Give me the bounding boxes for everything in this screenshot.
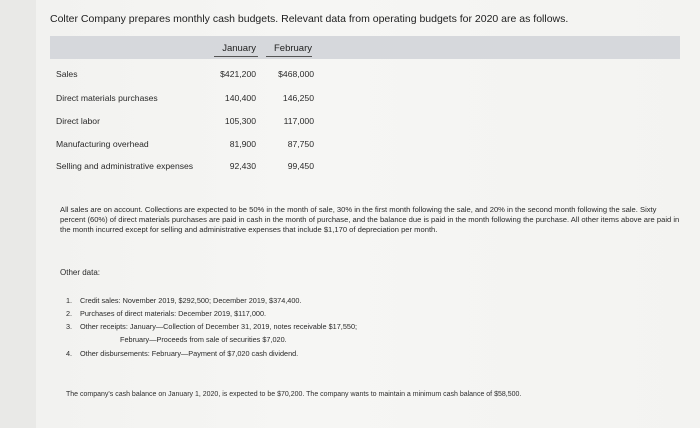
table-cell-february: 117,000 (283, 116, 314, 126)
list-item-text: Credit sales: November 2019, $292,500; December 2019, $374,400. (80, 296, 302, 305)
list-item-number: 1. (66, 296, 73, 305)
table-cell-january: 140,400 (224, 93, 256, 103)
table-cell-february: 99,450 (287, 161, 314, 171)
table-row-label: Direct materials purchases (56, 93, 158, 103)
list-item (120, 335, 287, 344)
table-cell-january: $421,200 (220, 69, 256, 79)
table-cell-february: 146,250 (282, 93, 314, 103)
closing-sentence: The company's cash balance on January 1, 2020, is expected to be $70,200. The company wants to maintain a minimum cash balance of $58,500. (66, 391, 522, 398)
table-cell-january: 81,900 (229, 139, 256, 149)
table-cell-february: $468,000 (278, 69, 314, 79)
list-item (66, 349, 298, 358)
collections-paragraph: All sales are on account. Collections are expected to be 50% in the month of sale, 30% in the first month following the sale, and 20% in the second month following the sale. Sixty percent (60%) of direct materials purchases are paid in cash in the month of purchase, and the balance due is paid in the month following the purchase. All other items above are paid in the month incurred except for selling and administrative expenses that include $1,170 of depreciation per month. (60, 205, 680, 234)
page-title: Colter Company prepares monthly cash budgets. Relevant data from operating budgets for 2020 are as follows. (50, 13, 569, 25)
table-header-band (50, 36, 680, 59)
list-item-number: 2. (66, 309, 73, 318)
table-cell-january: 105,300 (224, 116, 256, 126)
column-header-january: January (222, 43, 256, 54)
table-row-label: Selling and administrative expenses (56, 161, 194, 171)
list-item (66, 309, 266, 318)
column-header-february: February (273, 43, 312, 54)
table-cell-february: 87,750 (287, 139, 314, 149)
table-row-label: Sales (56, 69, 78, 79)
column-rule (266, 56, 312, 57)
list-item-text: Purchases of direct materials: December 2019, $117,000. (80, 309, 267, 318)
list-item-text: February—Proceeds from sale of securities $7,020. (120, 335, 287, 344)
list-item-text: Other disbursements: February—Payment of $7,020 cash dividend. (80, 349, 299, 358)
list-item-text: Other receipts: January—Collection of December 31, 2019, notes receivable $17,550; (80, 322, 358, 331)
column-rule (214, 56, 258, 57)
list-item (66, 322, 357, 331)
list-item (66, 296, 301, 305)
list-item-number: 4. (66, 349, 73, 358)
table-row-label: Direct labor (56, 116, 100, 126)
table-row-label: Manufacturing overhead (56, 139, 149, 149)
list-item-number: 3. (66, 322, 73, 331)
table-cell-january: 92,430 (229, 161, 256, 171)
other-data-label: Other data: (60, 268, 101, 277)
